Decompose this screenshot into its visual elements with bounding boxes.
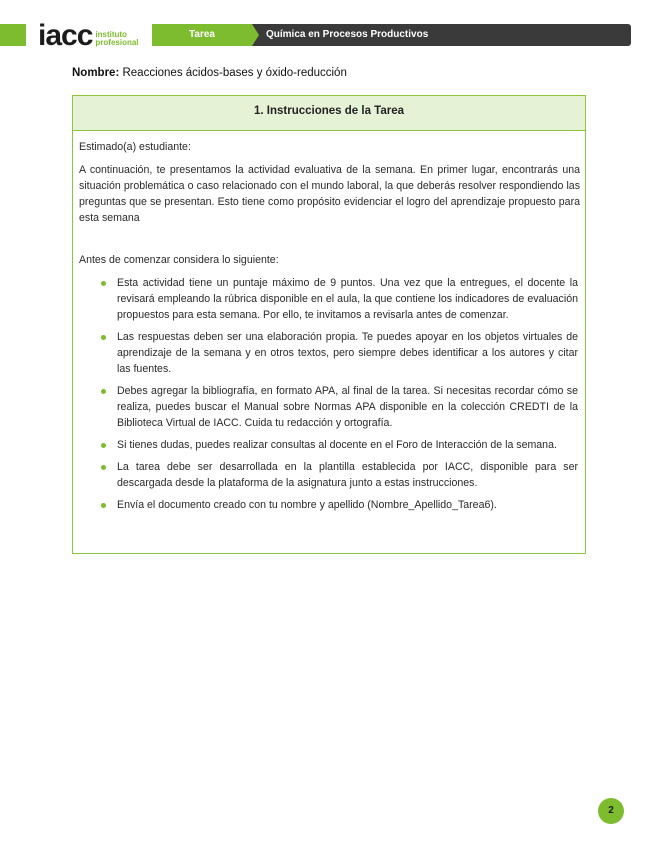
- list-item: La tarea debe ser desarrollada en la plantilla establecida por IACC, disponible para ser descargada desde la plataforma de la asignatura junto a estas instrucciones.: [79, 459, 580, 491]
- list-item: Si tienes dudas, puedes realizar consultas al docente en el Foro de Interacción de la semana.: [79, 437, 580, 453]
- instruction-list: [79, 275, 580, 513]
- before-start-text: Antes de comenzar considera lo siguiente:: [79, 254, 279, 266]
- page-header: [0, 19, 655, 52]
- list-item: Esta actividad tiene un puntaje máximo de 9 puntos. Una vez que la entregues, el docente la revisará empleando la rúbrica disponible en el aula, la que contiene los indicadores de evaluación propuestos para esta semana. Por ello, te invitamos a revisarla antes de comenzar.: [79, 275, 580, 323]
- iacc-logo: [38, 19, 139, 52]
- bullet-icon: [101, 335, 106, 340]
- list-item: Envía el documento creado con tu nombre y apellido (Nombre_Apellido_Tarea6).: [79, 497, 580, 513]
- bullet-icon: [101, 443, 106, 448]
- bullet-icon: [101, 465, 106, 470]
- course-title: Química en Procesos Productivos: [266, 29, 429, 40]
- name-value: Reacciones ácidos-bases y óxido-reducción: [122, 67, 347, 79]
- bullet-icon: [101, 503, 106, 508]
- list-item: Las respuestas deben ser una elaboración propia. Te puedes apoyar en los objetos virtuales de aprendizaje de la semana y en otros textos, pero siempre debes identificar a los autores y citar las fuentes.: [79, 329, 580, 377]
- instructions-heading: 1. Instrucciones de la Tarea: [73, 96, 585, 131]
- assignment-name: [72, 67, 347, 79]
- page-number: 2: [598, 798, 624, 824]
- instructions-box: [72, 95, 586, 554]
- logo-wordmark: iacc: [38, 19, 93, 52]
- name-label: Nombre:: [72, 67, 120, 79]
- list-item: Debes agregar la bibliografía, en formato APA, al final de la tarea. Si necesitas recordar cómo se realiza, puedes buscar el Manual sobre Normas APA disponible en la colección CREDTI de la Biblioteca Virtual de IACC. Cuida tu redacción y ortografía.: [79, 383, 580, 431]
- instructions-body: [73, 131, 585, 513]
- section-label: Tarea: [152, 24, 252, 46]
- chevron-right-icon: [252, 24, 259, 46]
- intro-paragraph: A continuación, te presentamos la actividad evaluativa de la semana. En primer lugar, encontrarás una situación problemática o caso relacionado con el mundo laboral, la que deberás resolver respondiendo las preguntas que se presentan. Esto tiene como propósito evidenciar el logro del aprendizaje propuesto para esta semana: [79, 164, 580, 224]
- bullet-icon: [101, 389, 106, 394]
- logo-subtitle: instituto profesional: [95, 30, 139, 47]
- header-accent-block: [0, 24, 26, 46]
- header-bar: [152, 24, 631, 46]
- bullet-icon: [101, 281, 106, 286]
- greeting: Estimado(a) estudiante:: [79, 141, 191, 153]
